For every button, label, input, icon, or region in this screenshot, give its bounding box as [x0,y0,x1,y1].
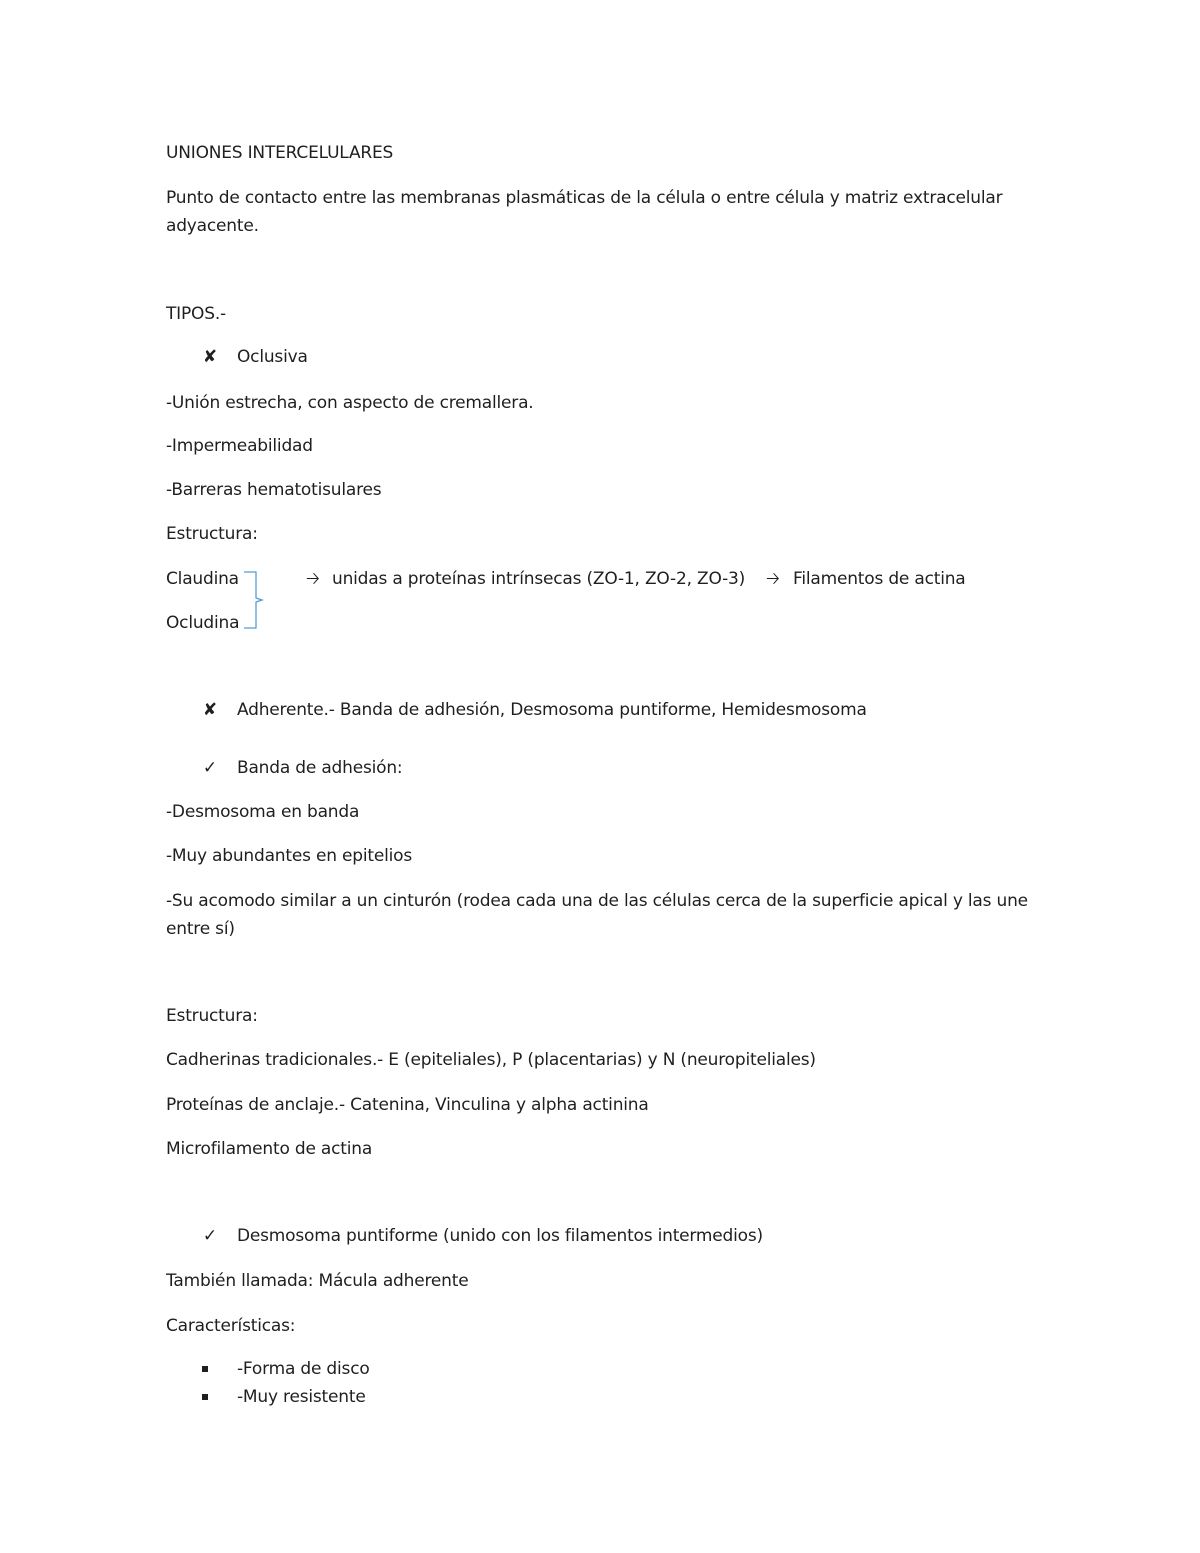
estructura-item: Cadherinas tradicionales.- E (epiteliales), P (placentarias) y N (neuropiteliales) [166,1050,816,1070]
desmosoma-heading: Desmosoma puntiforme (unido con los filamentos intermedios) [237,1226,763,1246]
banda-bullet: -Desmosoma en banda [166,802,360,822]
check-mark-icon: ✓ [202,758,218,778]
square-bullet-icon [202,1366,208,1372]
estructura-item: Microfilamento de actina [166,1139,373,1159]
protein-ocludina: Ocludina [166,613,240,633]
check-mark-icon: ✓ [202,1226,218,1246]
square-bullet-icon [202,1394,208,1400]
x-mark-icon: ✘ [202,347,218,367]
oclusiva-bullet: -Unión estrecha, con aspecto de cremallera. [166,393,534,413]
oclusiva-bullet: -Barreras hematotisulares [166,480,382,500]
caracteristica-item: -Forma de disco [237,1359,370,1379]
flow-text-1: unidas a proteínas intrínsecas (ZO-1, ZO-2, ZO-3) [332,569,746,589]
flow-text-2: Filamentos de actina [793,569,966,589]
arrow-right-icon: 🡢 [766,569,780,589]
estructura-label: Estructura: [166,1006,258,1026]
arrow-right-icon: 🡢 [306,569,320,589]
adherente-heading: Adherente.- Banda de adhesión, Desmosoma puntiforme, Hemidesmosoma [237,700,867,720]
caracteristicas-label: Características: [166,1316,296,1336]
oclusiva-heading: Oclusiva [237,347,308,367]
tipos-heading: TIPOS.- [166,304,226,324]
caracteristica-item: -Muy resistente [237,1387,366,1407]
oclusiva-bullet: -Impermeabilidad [166,436,313,456]
banda-heading: Banda de adhesión: [237,758,403,778]
desmosoma-also: También llamada: Mácula adherente [166,1271,469,1291]
estructura-item: Proteínas de anclaje.- Catenina, Vinculina y alpha actinina [166,1095,649,1115]
intro-paragraph: Punto de contacto entre las membranas plasmáticas de la célula o entre célula y matriz extracelular adyacente. [166,188,1003,236]
right-brace-icon [244,570,274,630]
x-mark-icon: ✘ [202,700,218,720]
document-title: UNIONES INTERCELULARES [166,143,394,163]
banda-bullet: -Muy abundantes en epitelios [166,846,413,866]
estructura-label: Estructura: [166,524,258,544]
banda-bullet: -Su acomodo similar a un cinturón (rodea cada una de las células cerca de la superficie apical y las une entre sí) [166,891,1028,939]
protein-claudina: Claudina [166,569,239,589]
